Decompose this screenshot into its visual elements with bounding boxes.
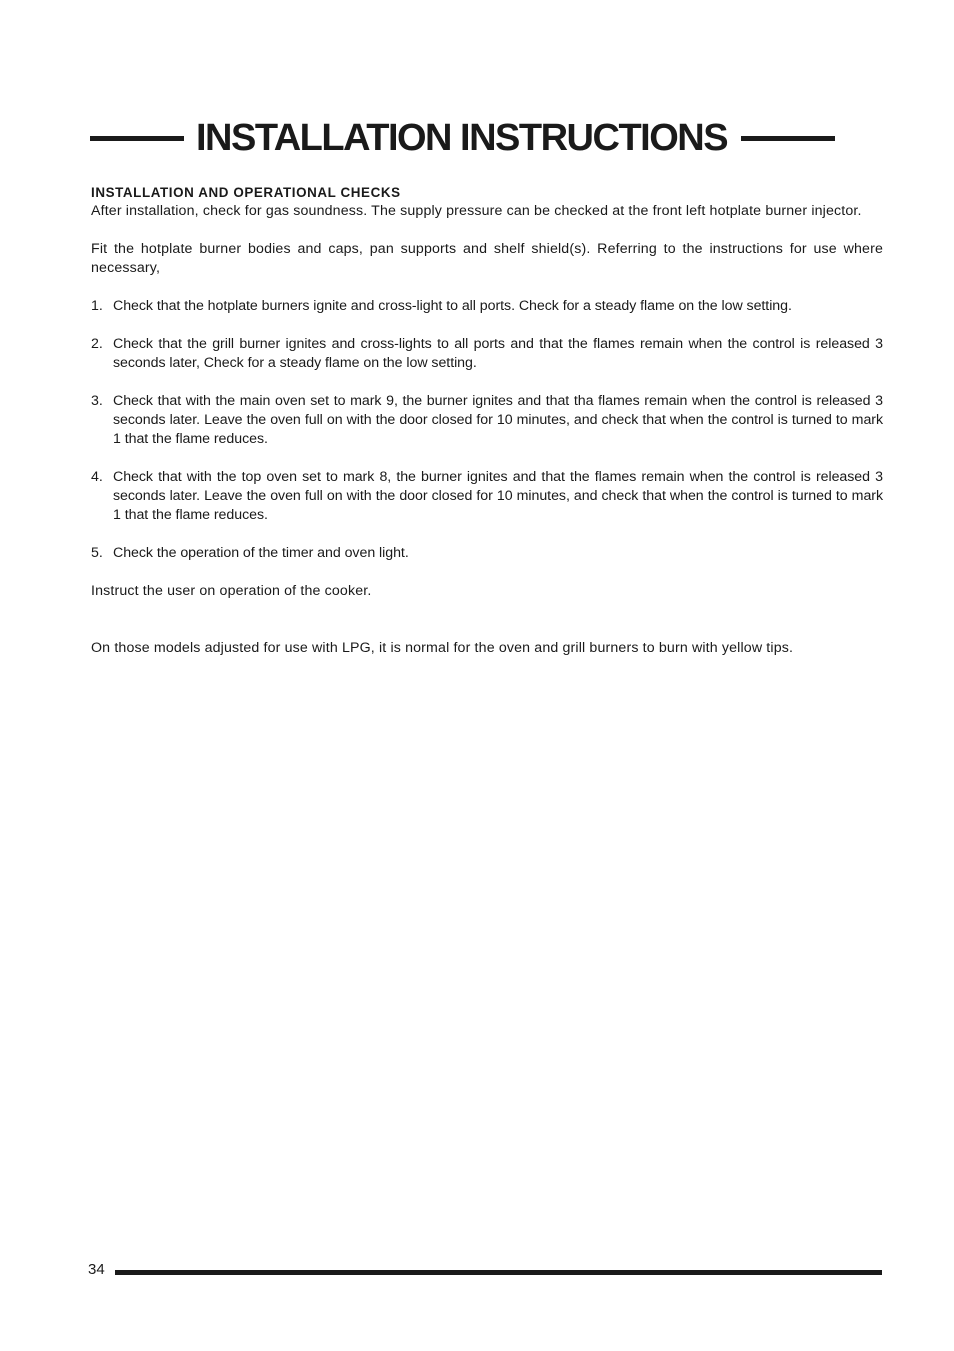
page-number: 34	[88, 1260, 105, 1278]
list-item	[91, 468, 883, 525]
checks-list	[91, 297, 883, 563]
list-item-number: 4.	[91, 469, 103, 485]
list-item	[91, 392, 883, 449]
list-item-text: Check that the grill burner ignites and cross-lights to all ports and that the flames remain when the control is released 3 seconds later, Check for a steady flame on the low setting.	[113, 336, 883, 371]
spacer	[91, 221, 883, 240]
list-item-text: Check that the hotplate burners ignite and cross-light to all ports. Check for a steady flame on the low setting.	[113, 298, 792, 314]
list-item	[91, 544, 883, 563]
spacer	[91, 601, 883, 639]
section-heading: INSTALLATION AND OPERATIONAL CHECKS	[91, 185, 401, 200]
title-rule-right	[741, 136, 835, 141]
page-footer	[88, 1258, 882, 1280]
main-content	[91, 183, 883, 658]
list-item-number: 3.	[91, 393, 103, 409]
title-rule-left	[90, 136, 184, 141]
title-row	[90, 112, 882, 164]
list-item-number: 1.	[91, 298, 103, 314]
intro-paragraph-2: Fit the hotplate burner bodies and caps, pan supports and shelf shield(s). Referring to the instructions for use where necessary,	[91, 241, 883, 276]
list-item-text: Check the operation of the timer and oven light.	[113, 545, 409, 561]
list-item	[91, 297, 883, 316]
spacer	[91, 278, 883, 297]
intro-paragraph-1: After installation, check for gas soundness. The supply pressure can be checked at the front left hotplate burner injector.	[91, 203, 862, 219]
list-item-text: Check that with the top oven set to mark 8, the burner ignites and that the flames remain when the control is released 3 seconds later. Leave the oven full on with the door closed for 10 minutes, and check that when the control is turned to mark 1 that the flame reduces.	[113, 469, 883, 523]
list-item-text: Check that with the main oven set to mark 9, the burner ignites and that tha flames remain when the control is released 3 seconds later. Leave the oven full on with the door closed for 10 minutes, and check that when the control is turned to mark 1 that the flame reduces.	[113, 393, 883, 447]
list-item	[91, 335, 883, 373]
list-item-number: 2.	[91, 336, 103, 352]
lpg-note-paragraph: On those models adjusted for use with LPG, it is normal for the oven and grill burners to burn with yellow tips.	[91, 640, 794, 656]
instruct-paragraph: Instruct the user on operation of the cooker.	[91, 583, 372, 599]
page-title: INSTALLATION INSTRUCTIONS	[196, 117, 728, 159]
list-item-number: 5.	[91, 545, 103, 561]
footer-rule	[115, 1270, 882, 1275]
